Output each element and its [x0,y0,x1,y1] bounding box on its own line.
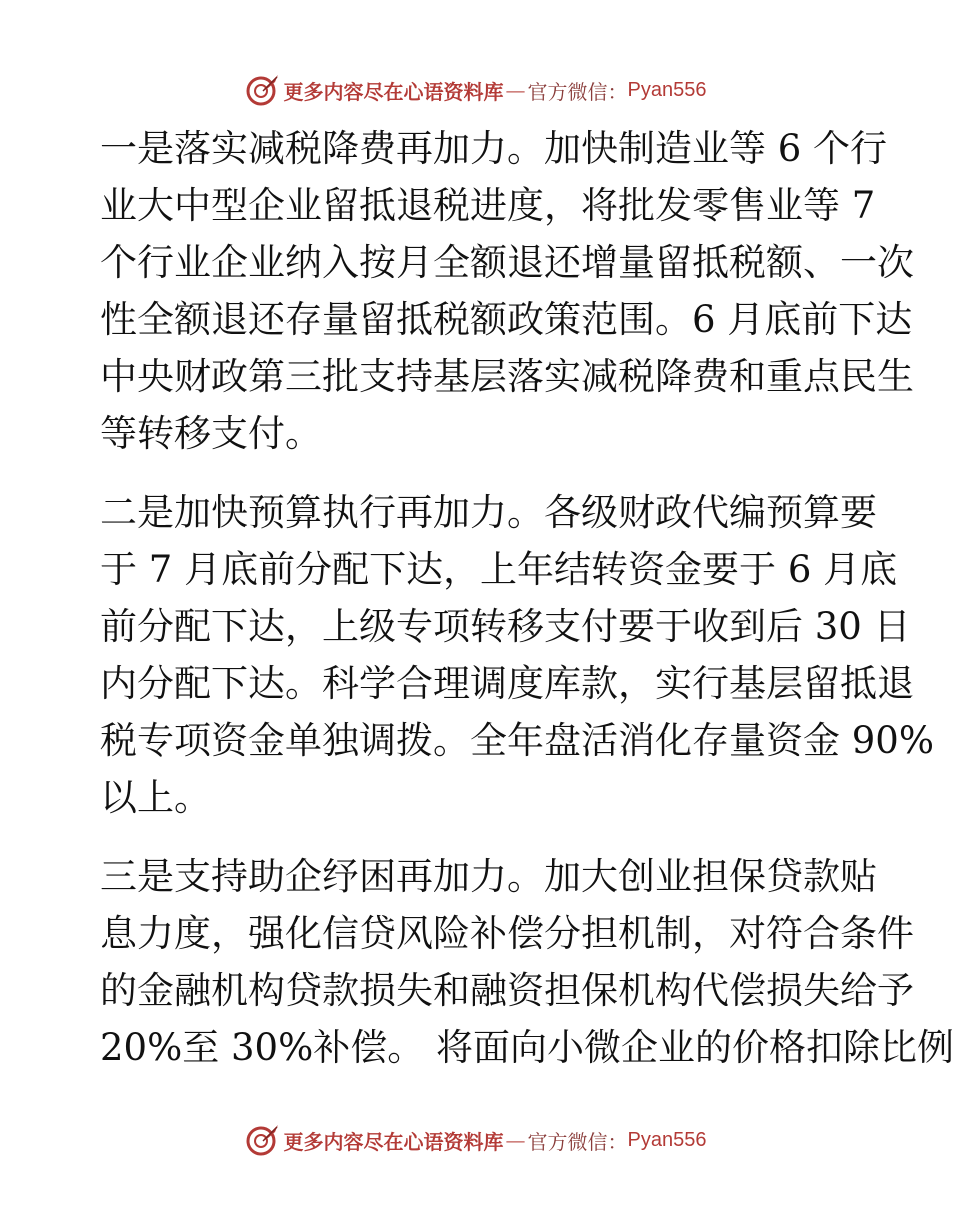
text-line: 内分配下达。科学合理调度库款，实行基层留抵退 [100,662,914,705]
text-line: 等转移支付。 [100,412,322,455]
text-line: 三是支持助企纾困再加力。加大创业担保贷款贴 [100,855,877,898]
text-line: 于 7 月底前分配下达，上年结转资金要于 6 月底 [100,548,898,591]
watermark-label: 官方微信： [527,1129,628,1154]
text-line: 的金融机构贷款损失和融资担保机构代偿损失给予 [100,969,914,1012]
text-line: 业大中型企业留抵退税进度，将批发零售业等 7 [100,184,876,227]
watermark-wechat-id: Pyan556 [627,78,707,101]
watermark-site-text: 更多内容尽在心语资料库 [283,1129,504,1154]
watermark-label: 官方微信： [527,79,628,104]
document-body [100,120,954,1098]
text-line: 息力度，强化信贷风险补偿分担机制，对符合条件 [100,912,914,955]
header-watermark [0,70,950,110]
text-line: 前分配下达，上级专项转移支付要于收到后 30 日 [100,605,911,648]
feather-logo-icon [244,72,280,108]
text-line: 税专项资金单独调拨。全年盘活消化存量资金 90% [100,719,934,762]
text-line: 中央财政第三批支持基层落实减税降费和重点民生 [100,355,914,398]
watermark-wechat-id: Pyan556 [627,1128,707,1151]
text-line: 个行业企业纳入按月全额退还增量留抵税额、一次 [100,241,914,284]
watermark-dash: — [505,1128,526,1152]
watermark-site-text: 更多内容尽在心语资料库 [283,79,504,104]
text-line: 20%至 30%补偿。 将面向小微企业的价格扣除比例 [100,1026,954,1069]
watermark-dash: — [505,78,526,102]
text-line: 二是加快预算执行再加力。各级财政代编预算要 [100,491,877,534]
text-line: 性全额退还存量留抵税额政策范围。6 月底前下达 [100,298,913,341]
feather-logo-icon [244,1122,280,1158]
paragraph-enterprise-relief [100,848,954,1076]
paragraph-tax-reduction [100,120,914,462]
footer-watermark [0,1120,950,1160]
text-line: 以上。 [100,776,211,819]
paragraph-budget-execution [100,484,934,826]
text-line: 一是落实减税降费再加力。加快制造业等 6 个行 [100,127,888,170]
